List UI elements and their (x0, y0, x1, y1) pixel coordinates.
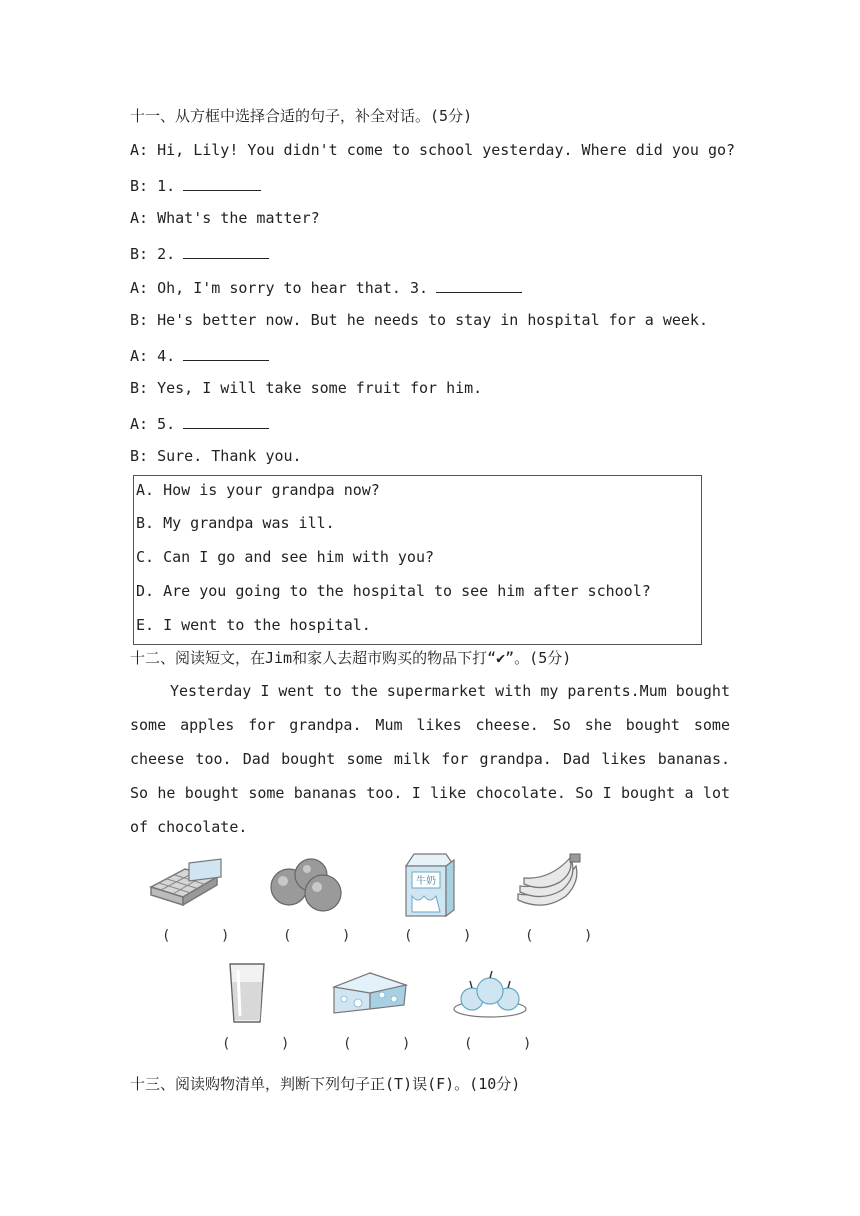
section-12-title: 十二、阅读短文，在Jim和家人去超市购买的物品下打“✔”。(5分) (130, 649, 572, 667)
dialogue-line-10: B: Sure. Thank you. (130, 447, 302, 465)
answer-paren-water[interactable]: ( ) (222, 1036, 290, 1052)
option-b: B. My grandpa was ill. (136, 514, 335, 532)
answer-blank-3[interactable] (436, 276, 522, 293)
milk-carton-icon (400, 850, 460, 920)
dialogue-line-8: B: Yes, I will take some fruit for him. (130, 379, 483, 397)
answer-blank-4[interactable] (183, 344, 269, 361)
milk-carton-label: 牛奶 (416, 876, 436, 887)
oranges-icon (265, 855, 347, 913)
passage-text: Yesterday I went to the supermarket with my parents.Mum bought some apples for grandpa. Mum likes cheese. So she bought some cheese too. Dad bought some milk for grandpa. Dad likes bananas. So he bought some bananas too. I like chocolate. So I bought a lot of chocolate. (130, 682, 730, 836)
answer-paren-cheese[interactable]: ( ) (343, 1036, 411, 1052)
answer-blank-1[interactable] (183, 174, 261, 191)
dialogue-line-4: B: 2. (130, 242, 269, 264)
glass-of-water-icon (226, 960, 268, 1026)
reading-passage (130, 674, 730, 844)
answer-blank-2[interactable] (183, 242, 269, 259)
option-a: A. How is your grandpa now? (136, 481, 380, 499)
answer-paren-apples[interactable]: ( ) (464, 1036, 532, 1052)
dialogue-line-3: A: What's the matter? (130, 209, 320, 227)
apples-plate-icon (450, 965, 530, 1021)
dialogue-line-1: A: Hi, Lily! You didn't come to school yesterday. Where did you go? (130, 141, 736, 159)
section-11-title: 十一、从方框中选择合适的句子，补全对话。(5分) (130, 107, 473, 125)
option-d: D. Are you going to the hospital to see him after school? (136, 582, 651, 600)
answer-paren-oranges[interactable]: ( ) (283, 928, 351, 944)
bananas-icon (510, 852, 590, 914)
options-box (133, 475, 702, 645)
section-13-title: 十三、阅读购物清单，判断下列句子正(T)误(F)。(10分) (130, 1075, 521, 1093)
chocolate-icon (145, 855, 225, 915)
dialogue-line-2: B: 1. (130, 174, 261, 196)
dialogue-line-6: B: He's better now. But he needs to stay in hospital for a week. (130, 311, 708, 329)
dialogue-line-7: A: 4. (130, 344, 269, 366)
option-c: C. Can I go and see him with you? (136, 548, 435, 566)
dialogue-line-5: A: Oh, I'm sorry to hear that. 3. (130, 276, 522, 298)
answer-paren-chocolate[interactable]: ( ) (162, 928, 230, 944)
answer-paren-milk[interactable]: ( ) (404, 928, 472, 944)
answer-blank-5[interactable] (183, 412, 269, 429)
cheese-icon (330, 965, 410, 1017)
answer-paren-bananas[interactable]: ( ) (525, 928, 593, 944)
option-e: E. I went to the hospital. (136, 616, 371, 634)
dialogue-line-9: A: 5. (130, 412, 269, 434)
